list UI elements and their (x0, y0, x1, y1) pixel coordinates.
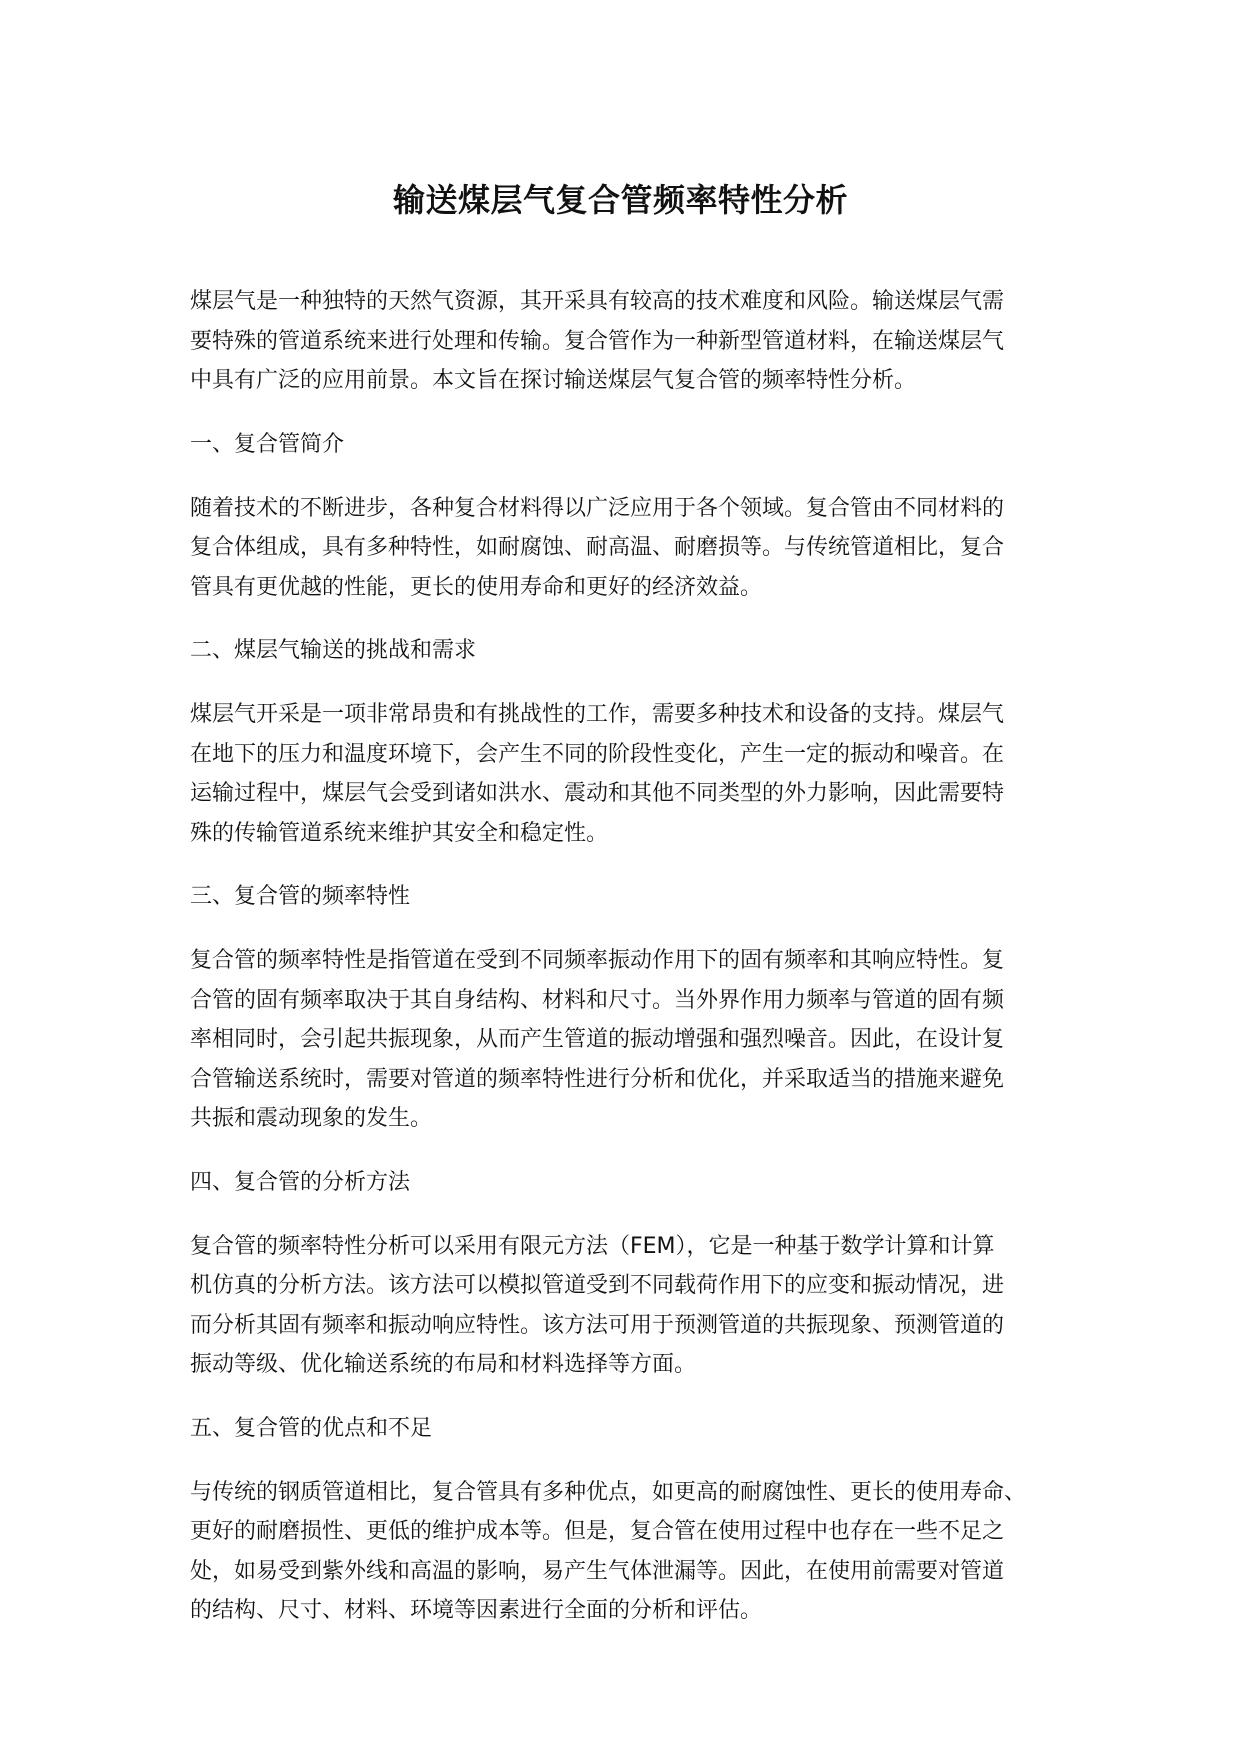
section-heading-5: 五、复合管的优点和不足 (190, 1415, 433, 1441)
paragraph-line: 随着技术的不断进步，各种复合材料得以广泛应用于各个领域。复合管由不同材料的 (190, 495, 1005, 521)
paragraph-line: 复合管的频率特性分析可以采用有限元方法（FEM），它是一种基于数学计算和计算 (190, 1233, 995, 1259)
section-3-paragraph (190, 941, 1070, 1139)
paragraph-line: 而分析其固有频率和振动响应特性。该方法可用于预测管道的共振现象、预测管道的 (190, 1312, 1005, 1338)
intro-paragraph (190, 282, 1070, 401)
paragraph-line: 煤层气开采是一项非常昂贵和有挑战性的工作，需要多种技术和设备的支持。煤层气 (190, 702, 1005, 727)
paragraph-line: 机仿真的分析方法。该方法可以模拟管道受到不同载荷作用下的应变和振动情况，进 (190, 1273, 1005, 1298)
paragraph-line: 合管输送系统时，需要对管道的频率特性进行分析和优化，并采取适当的措施来避免 (190, 1066, 1005, 1092)
paragraph-line: 复合体组成，具有多种特性，如耐腐蚀、耐高温、耐磨损等。与传统管道相比，复合 (190, 535, 1005, 560)
paragraph-line: 处，如易受到紫外线和高温的影响，易产生气体泄漏等。因此，在使用前需要对管道 (190, 1558, 1005, 1584)
paragraph-line: 要特殊的管道系统来进行处理和传输。复合管作为一种新型管道材料，在输送煤层气 (190, 328, 1005, 354)
section-heading-2: 二、煤层气输送的挑战和需求 (190, 638, 477, 663)
paragraph-line: 率相同时，会引起共振现象，从而产生管道的振动增强和强烈噪音。因此，在设计复 (190, 1027, 1005, 1052)
paragraph-line: 更好的耐磨损性、更低的维护成本等。但是，复合管在使用过程中也存在一些不足之 (190, 1519, 1005, 1544)
paragraph-line: 在地下的压力和温度环境下，会产生不同的阶段性变化，产生一定的振动和噪音。在 (190, 741, 1005, 767)
document-title: 输送煤层气复合管频率特性分析 (392, 181, 848, 219)
paragraph-line: 煤层气是一种独特的天然气资源，其开采具有较高的技术难度和风险。输送煤层气需 (190, 289, 1005, 314)
paragraph-line: 与传统的钢质管道相比，复合管具有多种优点，如更高的耐腐蚀性、更长的使用寿命、 (190, 1479, 1027, 1505)
section-5-paragraph (190, 1473, 1070, 1631)
paragraph-line: 共振和震动现象的发生。 (190, 1106, 433, 1131)
paragraph-line: 振动等级、优化输送系统的布局和材料选择等方面。 (190, 1352, 697, 1377)
section-heading-1: 一、复合管简介 (190, 431, 345, 457)
document-body (190, 282, 1070, 1655)
paragraph-line: 管具有更优越的性能，更长的使用寿命和更好的经济效益。 (190, 574, 763, 600)
paragraph-line: 运输过程中，煤层气会受到诸如洪水、震动和其他不同类型的外力影响，因此需要特 (190, 781, 1005, 806)
section-heading-3: 三、复合管的频率特性 (190, 884, 411, 909)
paragraph-line: 复合管的频率特性是指管道在受到不同频率振动作用下的固有频率和其响应特性。复 (190, 948, 1005, 973)
paragraph-line: 合管的固有频率取决于其自身结构、材料和尺寸。当外界作用力频率与管道的固有频 (190, 987, 1005, 1013)
section-4-paragraph (190, 1227, 1070, 1385)
paragraph-line: 殊的传输管道系统来维护其安全和稳定性。 (190, 820, 609, 846)
section-1-paragraph (190, 489, 1070, 608)
section-2-paragraph (190, 695, 1070, 853)
section-heading-4: 四、复合管的分析方法 (190, 1169, 411, 1195)
paragraph-line: 中具有广泛的应用前景。本文旨在探讨输送煤层气复合管的频率特性分析。 (190, 368, 917, 393)
paragraph-line: 的结构、尺寸、材料、环境等因素进行全面的分析和评估。 (190, 1598, 763, 1623)
